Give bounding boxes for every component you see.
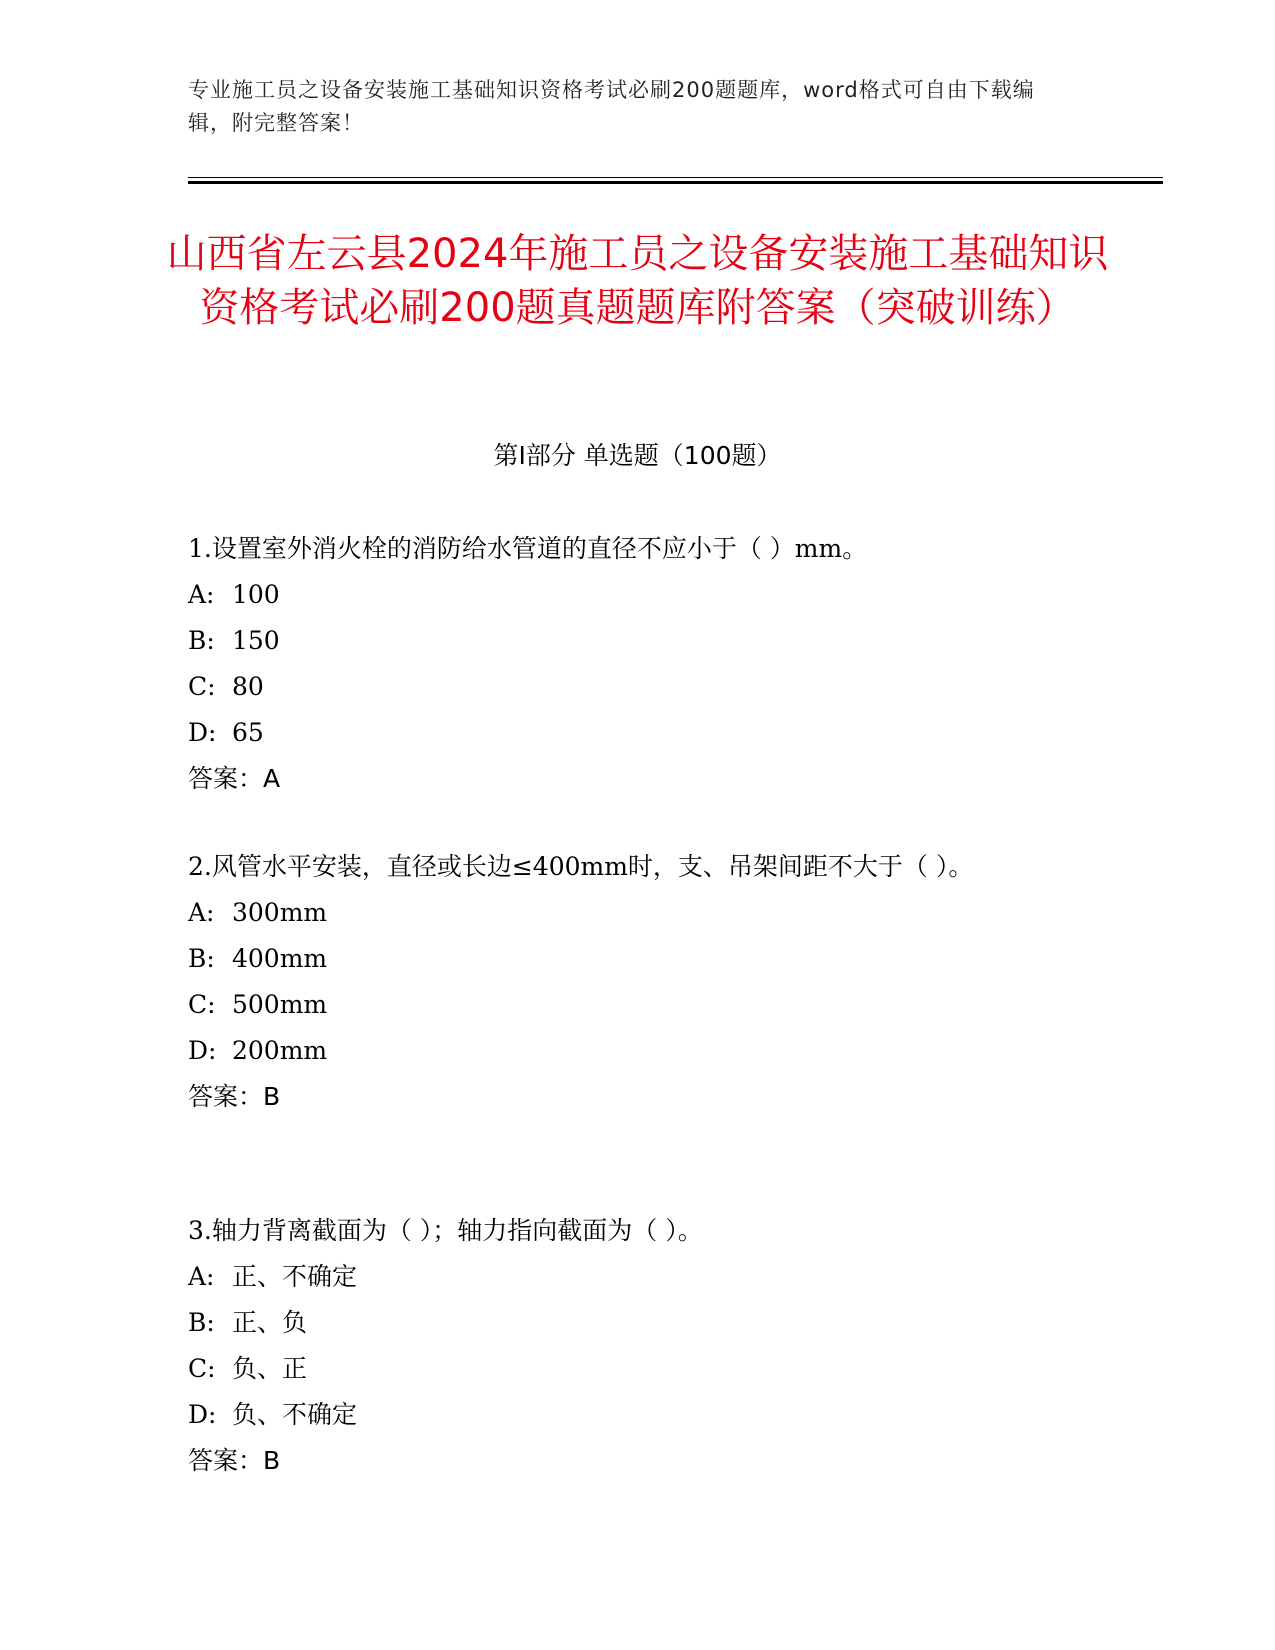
option-text: 65 xyxy=(232,718,264,747)
option-text: 500mm xyxy=(232,990,328,1019)
option-letter: D: xyxy=(188,1036,217,1065)
question-stem: 1.设置室外消火栓的消防给水管道的直径不应小于（ ）mm。 xyxy=(188,534,868,563)
option-letter: A: xyxy=(188,1262,215,1291)
answer-line: 答案：A xyxy=(188,764,281,793)
document-title: 山西省左云县2024年施工员之设备安装施工基础知识资格考试必刷200题真题题库附答案（突破训练） xyxy=(166,231,1109,331)
option-b xyxy=(188,936,1068,982)
option-text: 80 xyxy=(232,672,264,701)
option-a xyxy=(188,572,1068,618)
option-letter: A: xyxy=(188,580,215,609)
option-d xyxy=(188,1028,1068,1074)
option-text: 负、正 xyxy=(232,1354,308,1383)
answer-line: 答案：B xyxy=(188,1446,281,1475)
option-c xyxy=(188,1346,1068,1392)
option-letter: D: xyxy=(188,1400,217,1429)
option-text: 正、不确定 xyxy=(232,1262,358,1291)
question-1 xyxy=(188,526,1068,802)
option-letter: C: xyxy=(188,1354,216,1383)
option-c xyxy=(188,664,1068,710)
option-a xyxy=(188,890,1068,936)
option-text: 200mm xyxy=(232,1036,328,1065)
option-text: 正、负 xyxy=(232,1308,308,1337)
option-text: 300mm xyxy=(232,898,328,927)
option-letter: A: xyxy=(188,898,215,927)
question-stem: 2.风管水平安装，直径或长边≤400mm时，支、吊架间距不大于（ ）。 xyxy=(188,852,974,881)
option-letter: C: xyxy=(188,990,216,1019)
option-b xyxy=(188,1300,1068,1346)
header-divider-thick xyxy=(188,181,1163,184)
option-letter: B: xyxy=(188,626,215,655)
option-c xyxy=(188,982,1068,1028)
option-letter: B: xyxy=(188,1308,215,1337)
option-d xyxy=(188,710,1068,756)
option-a xyxy=(188,1254,1068,1300)
option-text: 400mm xyxy=(232,944,328,973)
option-letter: D: xyxy=(188,718,217,747)
question-stem: 3.轴力背离截面为（ ）；轴力指向截面为（ ）。 xyxy=(188,1216,703,1245)
option-b xyxy=(188,618,1068,664)
option-text: 100 xyxy=(232,580,280,609)
answer-line: 答案：B xyxy=(188,1082,281,1111)
header-note: 专业施工员之设备安装施工基础知识资格考试必刷200题题库，word格式可自由下载编辑，附完整答案！ xyxy=(188,78,1035,135)
option-text: 150 xyxy=(232,626,280,655)
option-letter: C: xyxy=(188,672,216,701)
option-letter: B: xyxy=(188,944,215,973)
section-heading: 第Ⅰ部分 单选题（100题） xyxy=(493,441,782,470)
option-d xyxy=(188,1392,1068,1438)
option-text: 负、不确定 xyxy=(232,1400,358,1429)
question-2 xyxy=(188,844,1068,1120)
question-3 xyxy=(188,1208,1068,1484)
header-divider-thin xyxy=(188,177,1163,178)
